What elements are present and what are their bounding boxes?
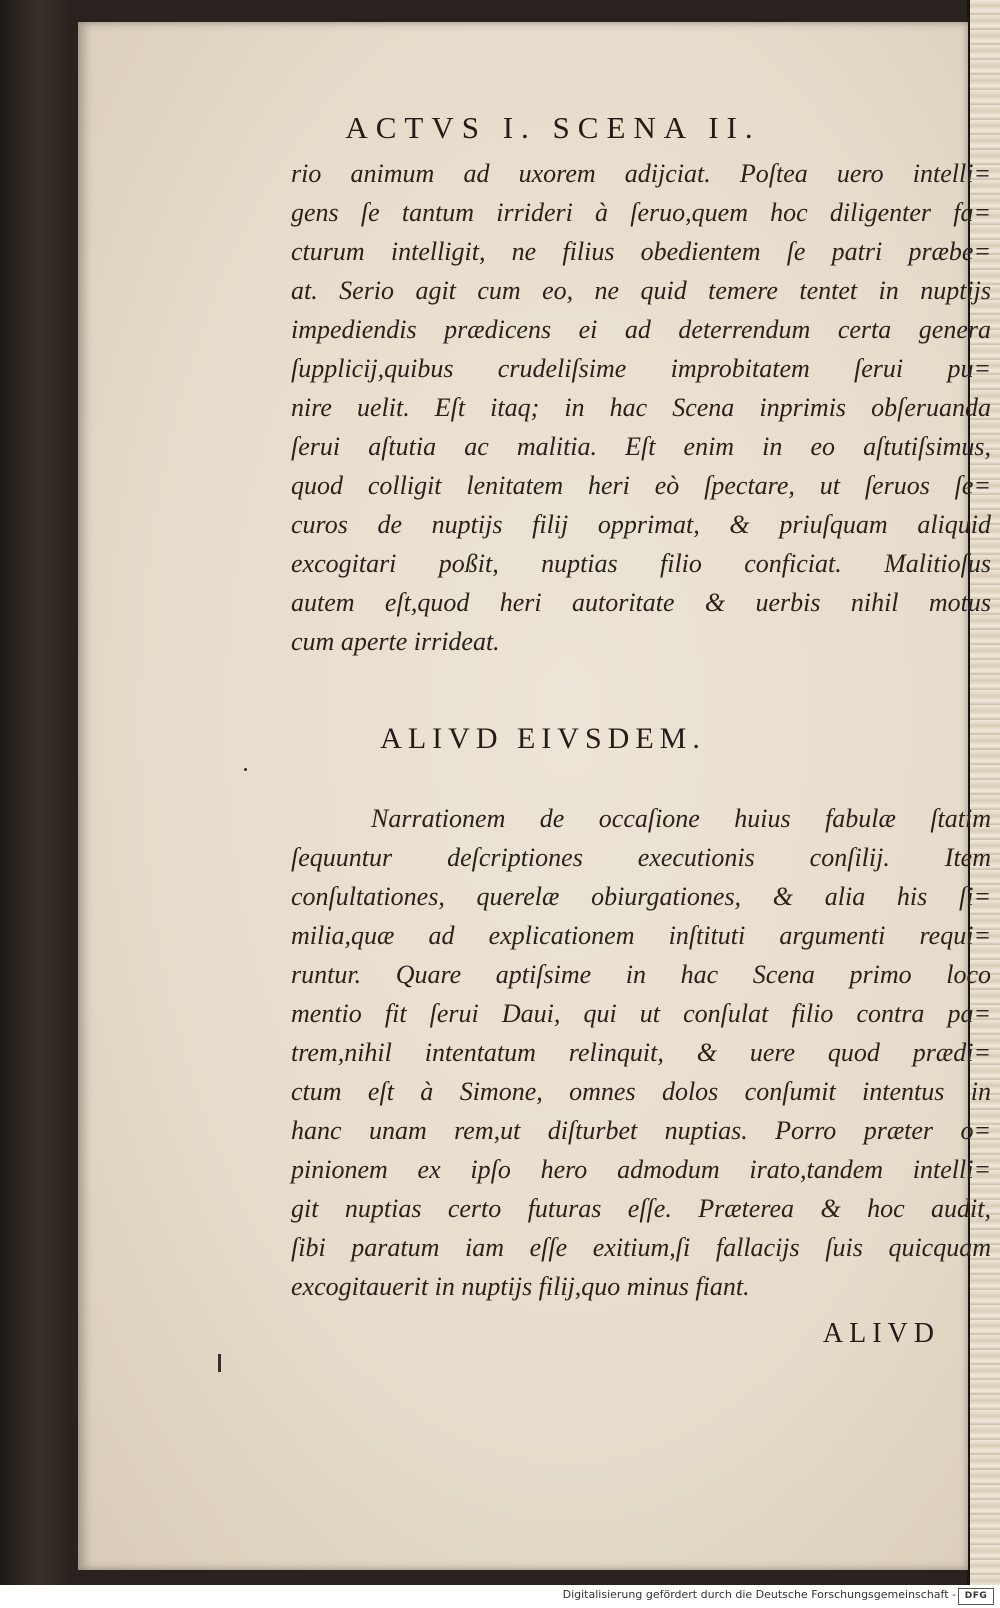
text-line: pinionem ex ipſo hero admodum irato,tandem intelli= xyxy=(291,1155,991,1184)
text-line: cum aperte irrideat. xyxy=(291,627,500,656)
text-line: excogitari poßit, nuptias filio conficiat. Malitioſus xyxy=(291,549,991,578)
running-head: ACTVS I. SCENA II. xyxy=(345,110,761,145)
catchword: ALIVD xyxy=(822,1318,940,1349)
text-line: Narrationem de occaſione huius fabulæ ſtatim xyxy=(371,804,991,833)
text-line: gens ſe tantum irrideri à ſeruo,quem hoc diligenter fa= xyxy=(291,198,991,227)
text-line: hanc unam rem,ut diſturbet nuptias. Porro præter o= xyxy=(291,1116,991,1145)
footer-credit: Digitalisierung gefördert durch die Deutsche Forschungsgemeinschaft - xyxy=(562,1588,956,1601)
text-line: ſibi paratum iam eſſe exitium,ſi fallacijs ſuis quicquam xyxy=(291,1233,991,1262)
book-page xyxy=(78,22,991,1570)
ink-speck xyxy=(218,1354,221,1372)
digitization-footer xyxy=(0,1585,1000,1608)
text-line: autem eſt,quod heri autoritate & uerbis nihil motus xyxy=(291,588,991,617)
text-line: cturum intelligit, ne filius obedientem ſe patri præbe= xyxy=(291,237,991,266)
section-title: ALIVD EIVSDEM. xyxy=(380,722,706,755)
text-line: nire uelit. Eſt itaq; in hac Scena inprimis obſeruanda xyxy=(291,393,991,422)
text-line: at. Serio agit cum eo, ne quid temere tentet in nuptijs xyxy=(291,276,991,305)
text-line: runtur. Quare aptiſsime in hac Scena primo loco xyxy=(291,960,991,989)
text-line: impediendis prædicens ei ad deterrendum certa genera xyxy=(291,315,991,344)
text-line: conſultationes, querelæ obiurgationes, & alia his ſi= xyxy=(291,882,991,911)
text-line: ſequuntur deſcriptiones executionis conſilij. Item xyxy=(291,843,991,872)
paragraph-1 xyxy=(291,154,991,661)
text-line: curos de nuptijs filij opprimat, & priuſquam aliquid xyxy=(291,510,991,539)
text-line: mentio fit ſerui Daui, qui ut conſulat filio contra pa= xyxy=(291,999,991,1028)
text-line: excogitauerit in nuptijs filij,quo minus fiant. xyxy=(291,1272,750,1301)
text-line: git nuptias certo futuras eſſe. Præterea & hoc audit, xyxy=(291,1194,991,1223)
text-line: ſerui aſtutia ac malitia. Eſt enim in eo aſtutiſsimus, xyxy=(291,432,991,461)
paragraph-2 xyxy=(291,799,991,1306)
text-line: ſupplicij,quibus crudeliſsime improbitatem ſerui pu= xyxy=(291,354,991,383)
dfg-logo-icon: DFG xyxy=(958,1588,994,1605)
text-line: rio animum ad uxorem adijciat. Poſtea uero intelli= xyxy=(291,159,991,188)
text-line: milia,quæ ad explicationem inſtituti argumenti requi= xyxy=(291,921,991,950)
text-line: quod colligit lenitatem heri eò ſpectare, ut ſeruos ſe= xyxy=(291,471,991,500)
text-line: trem,nihil intentatum relinquit, & uere quod prædi= xyxy=(291,1038,991,1067)
text-line: ctum eſt à Simone, omnes dolos conſumit intentus in xyxy=(291,1077,991,1106)
ink-speck xyxy=(244,768,247,771)
